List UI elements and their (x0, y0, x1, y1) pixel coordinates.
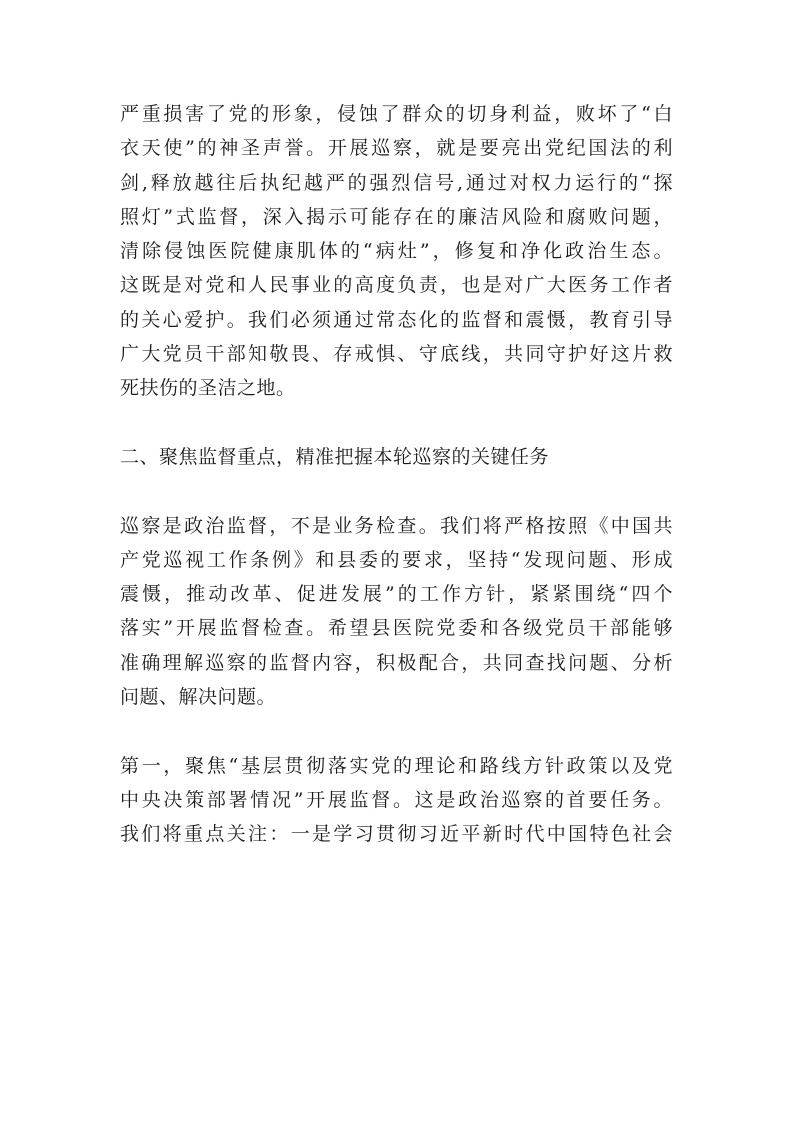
text-line: 产党巡视工作条例》和县委的要求，坚持“发现问题、形成 (120, 548, 673, 571)
text-line: 衣天使”的神圣声誉。开展巡察，就是要亮出党纪国法的利 (120, 137, 673, 160)
text-line: 巡察是政治监督，不是业务检查。我们将严格按照《中国共 (120, 514, 673, 537)
text-line: 中央决策部署情况”开展监督。这是政治巡察的首要任务。 (120, 788, 673, 811)
text-line: 照灯”式监督，深入揭示可能存在的廉洁风险和腐败问题， (120, 205, 673, 228)
document-page (120, 97, 673, 852)
section-heading (120, 440, 673, 474)
text-line: 第一，聚焦“基层贯彻落实党的理论和路线方针政策以及党 (120, 754, 673, 777)
paragraph-3 (120, 749, 673, 852)
text-line: 落实”开展监督检查。希望县医院党委和各级党员干部能够 (120, 617, 673, 640)
paragraph-spacer (120, 406, 673, 440)
text-line: 震慑，推动改革、促进发展”的工作方针，紧紧围绕“四个 (120, 583, 673, 606)
text-line: 准确理解巡察的监督内容，积极配合，共同查找问题、分析 (120, 651, 673, 674)
text-line: 严重损害了党的形象，侵蚀了群众的切身利益，败坏了“白 (120, 103, 673, 125)
heading-line: 二、聚焦监督重点，精准把握本轮巡察的关键任务 (120, 445, 550, 468)
text-line: 我们将重点关注：一是学习贯彻习近平新时代中国特色社会 (120, 823, 673, 846)
text-line: 的关心爱护。我们必须通过常态化的监督和震慑，教育引导 (120, 308, 673, 331)
paragraph-1 (120, 97, 673, 406)
paragraph-spacer (120, 474, 673, 508)
text-line: 死扶伤的圣洁之地。 (120, 377, 296, 400)
text-line: 广大党员干部知敬畏、存戒惧、守底线，共同守护好这片救 (120, 343, 673, 366)
paragraph-spacer (120, 714, 673, 748)
paragraph-2 (120, 509, 673, 715)
text-line: 这既是对党和人民事业的高度负责，也是对广大医务工作者 (120, 274, 673, 297)
text-line: 清除侵蚀医院健康肌体的“病灶”，修复和净化政治生态。 (120, 240, 673, 263)
text-line: 问题、解决问题。 (120, 686, 277, 709)
text-line: 剑,释放越往后执纪越严的强烈信号,通过对权力运行的“探 (120, 171, 673, 194)
